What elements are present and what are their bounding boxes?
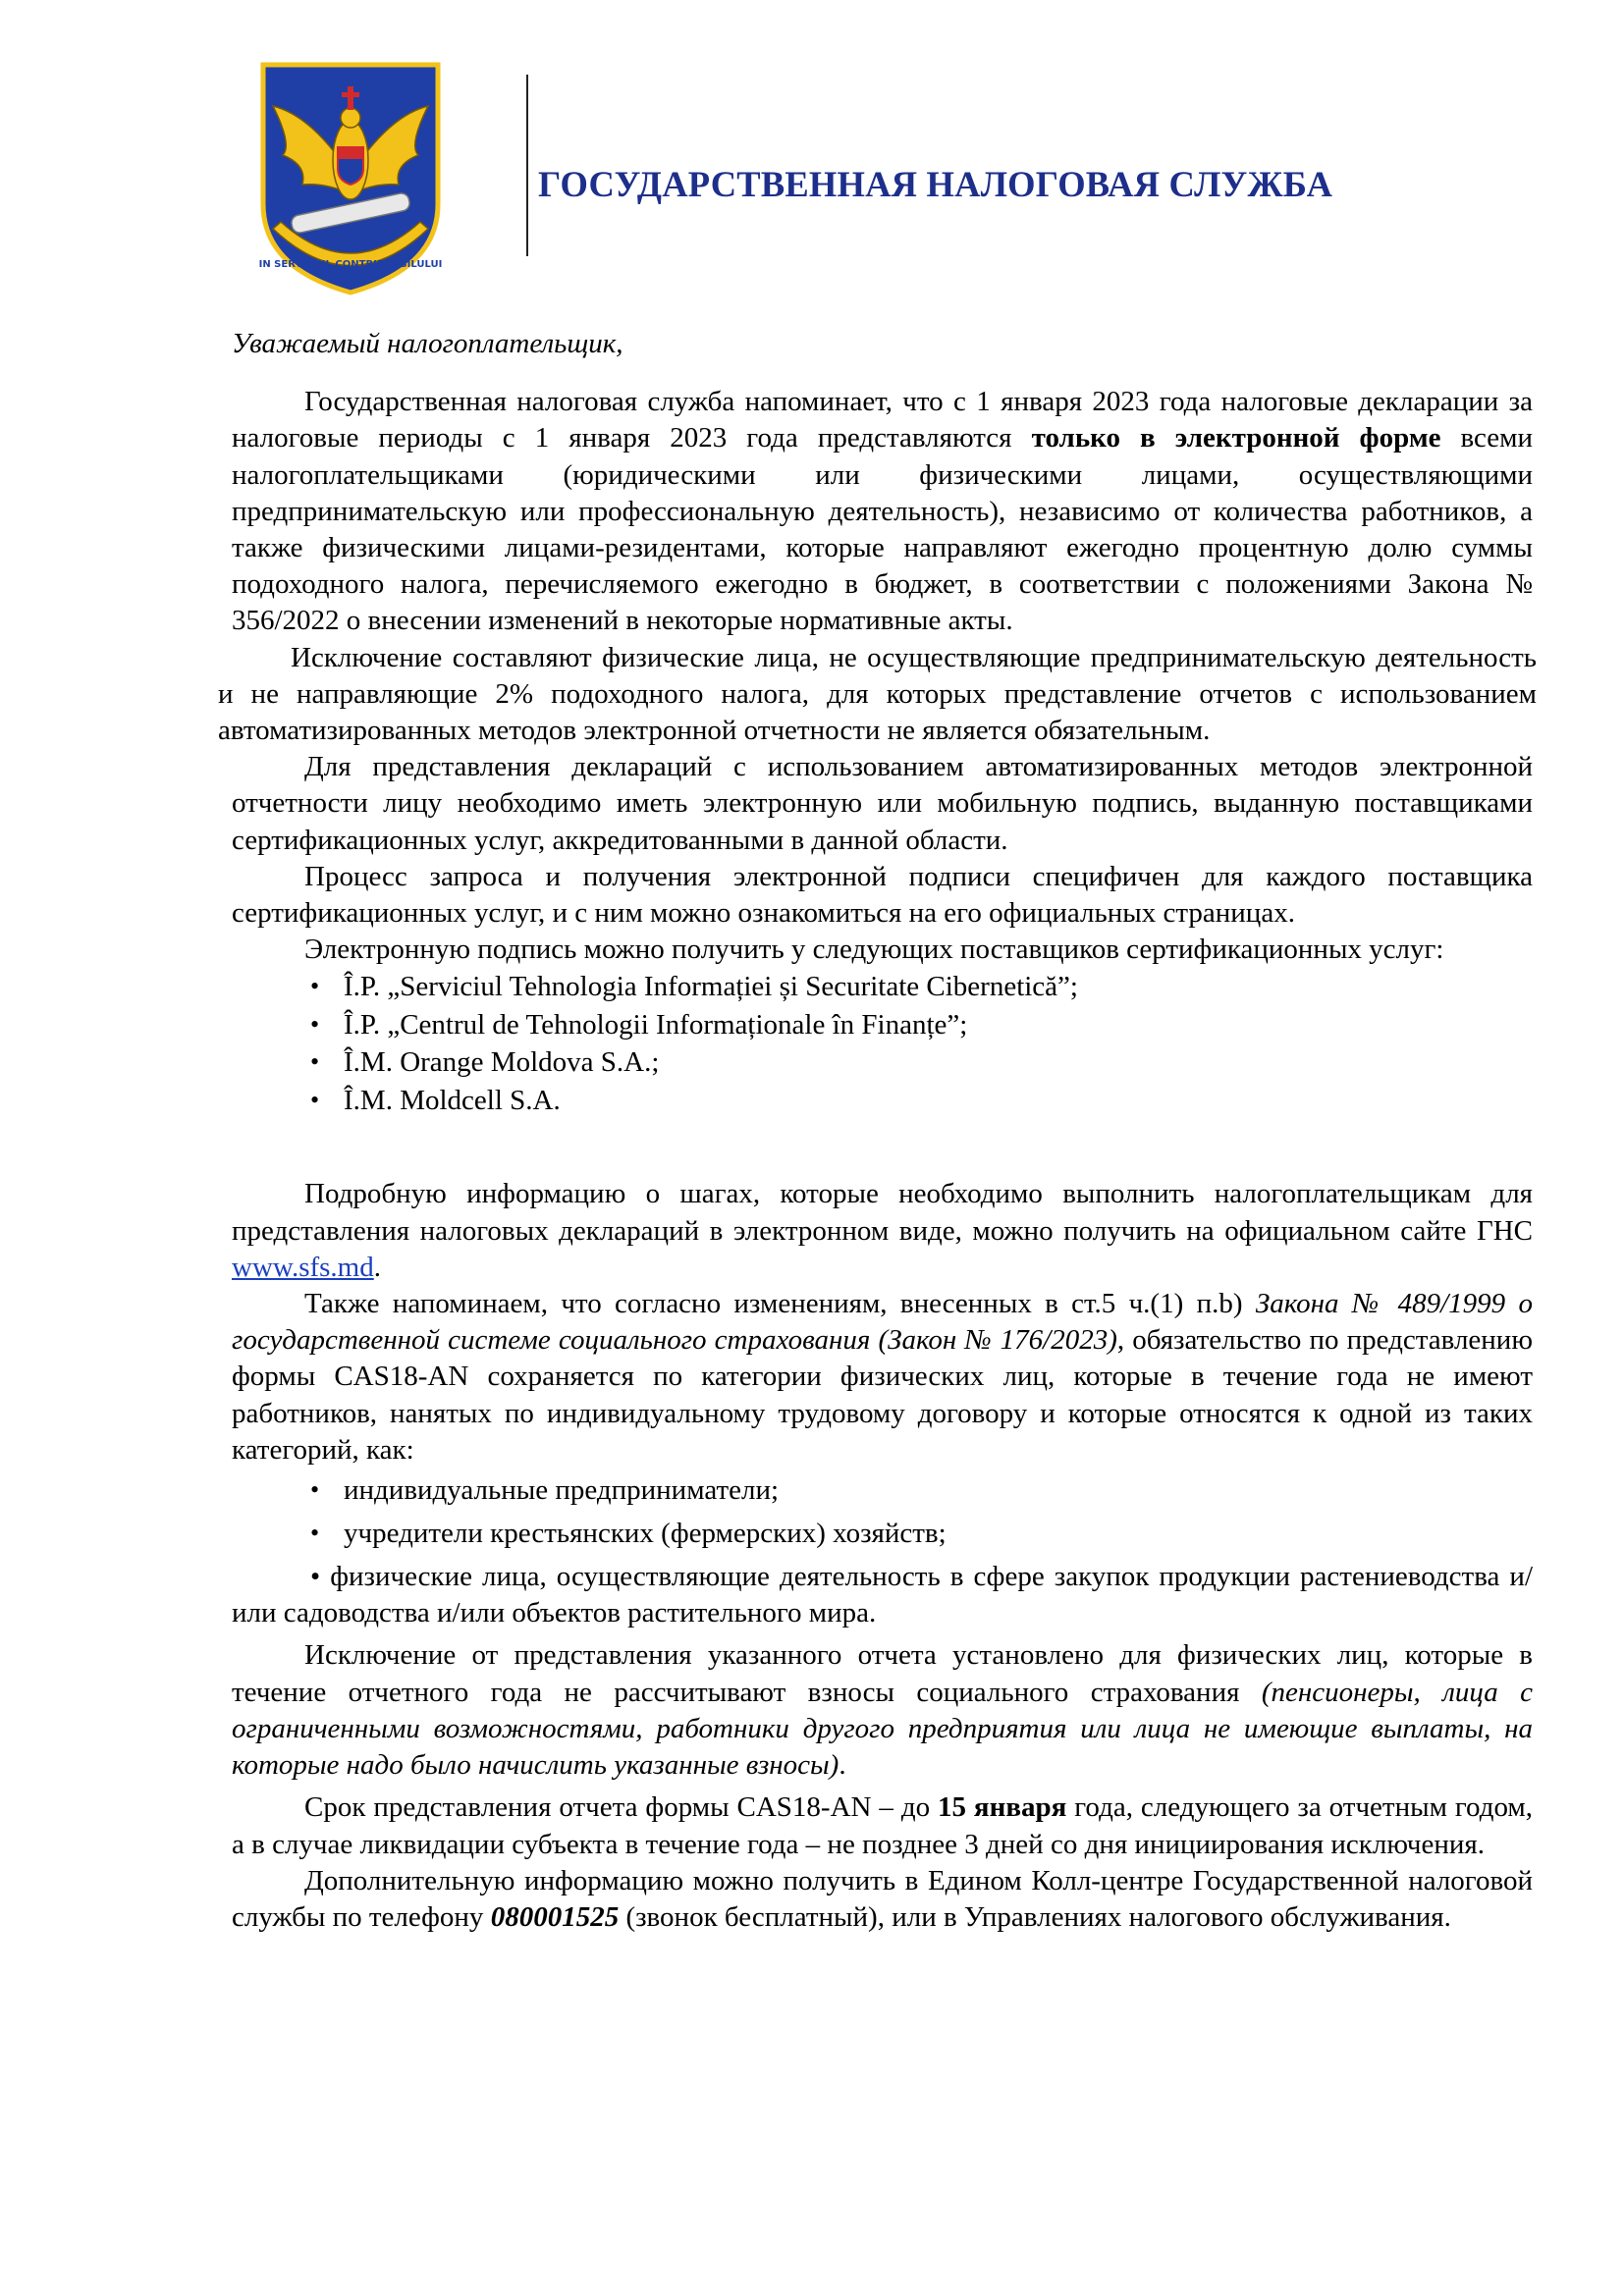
paragraph-10: Дополнительную информацию можно получить в Едином Колл-центре Государственной налоговой службы по телефону 080001525 (звонок бесплатный), или в Управлениях налогового обслуживания. bbox=[232, 1864, 1533, 1933]
paragraph-8: Исключение от представления указанного отчета установлено для физических лиц, которые в течение отчетного года не рассчитывают взносы социального страхования (пенсионеры, лица с ограниченными возможностями, работники другого предприятия или лица не имеющие выплаты, на которые надо было начислить указанные взносы). bbox=[232, 1639, 1533, 1782]
provider-list bbox=[232, 968, 1533, 1119]
paragraph-4: Процесс запроса и получения электронной подписи специфичен для каждого поставщика сертификационных услуг, и с ним можно ознакомиться на его официальных страницах. bbox=[232, 860, 1533, 930]
salutation: Уважаемый налогоплательщик, bbox=[232, 328, 623, 359]
paragraph-3: Для представления деклараций с использованием автоматизированных методов электронной отчетности лицу необходимо иметь электронную или мобильную подпись, выданную поставщиками сертификационных услуг, аккредитованными в данной области. bbox=[232, 751, 1533, 856]
category-list bbox=[232, 1468, 1533, 1555]
category-item-3: • физические лица, осуществляющие деятельность в сфере закупок продукции растениеводства и/или садоводства и/или объектов растительного мира. bbox=[232, 1559, 1533, 1631]
list-item: • Î.M. Orange Moldova S.A.; bbox=[310, 1043, 1533, 1082]
list-item: • Î.M. Moldcell S.A. bbox=[310, 1082, 1533, 1120]
paragraph-2: Исключение составляют физические лица, не осуществляющие предпринимательскую деятельность и не направляющие 2% подоходного налога, для которых представление отчетов с использованием автоматизированных методов электронной отчетности не является обязательным. bbox=[218, 641, 1537, 747]
svg-text:IN SERVICIUL CONTRIBUABILULUI: IN SERVICIUL CONTRIBUABILULUI bbox=[258, 259, 443, 270]
org-title: ГОСУДАРСТВЕННАЯ НАЛОГОВАЯ СЛУЖБА bbox=[538, 164, 1333, 204]
paragraph-1: Государственная налоговая служба напоминает, что с 1 января 2023 года налоговые декларации за налоговые периоды с 1 января 2023 года представляются только в электронной форме всеми налогоплательщиками (юридическими или физическими лицами, осуществляющими предпринимательскую или профессиональную деятельность), независимо от количества работников, а также физическими лицами-резидентами, которые направляют ежегодно процентную долю суммы подоходного налога, перечисляемого ежегодно в бюджет, в соответствии с положениями Закона № 356/2022 о внесении изменений в некоторые нормативные акты. bbox=[232, 386, 1534, 637]
list-item: • Î.P. „Centrul de Tehnologii Informaționale în Finanțe”; bbox=[310, 1006, 1533, 1044]
paragraph-9: Срок представления отчета формы CAS18-AN – до 15 января года, следующего за отчетным годом, а в случае ликвидации субъекта в течение года – не позднее 3 дней со дня инициирования исключения. bbox=[232, 1791, 1534, 1860]
header-divider bbox=[526, 75, 528, 256]
letter-body bbox=[218, 326, 1537, 1936]
paragraph-5: Электронную подпись можно получить у следующих поставщиков сертификационных услуг: bbox=[304, 934, 1444, 966]
tax-service-emblem bbox=[234, 57, 467, 298]
list-item: • учредители крестьянских (фермерских) хозяйств; bbox=[310, 1512, 1533, 1555]
list-item: • Î.P. „Serviciul Tehnologia Informației și Securitate Cibernetică”; bbox=[310, 968, 1533, 1006]
paragraph-6: Подробную информацию о шагах, которые необходимо выполнить налогоплательщикам для представления налоговых деклараций в электронном виде, можно получить на официальном сайте ГНС www.sfs.md. bbox=[232, 1178, 1533, 1283]
list-item: • индивидуальные предприниматели; bbox=[310, 1468, 1533, 1512]
sfs-website-link[interactable]: www.sfs.md bbox=[232, 1251, 374, 1283]
paragraph-7: Также напоминаем, что согласно изменениям, внесенных в ст.5 ч.(1) п.b) Закона № 489/1999 о государственной системе социального страхования (Закон № 176/2023), обязательство по представлению формы CAS18-AN сохраняется по категории физических лиц, которые в течение года не имеют работников, нанятых по индивидуальному трудовому договору и которые относятся к одной из таких категорий, как: bbox=[232, 1288, 1534, 1466]
